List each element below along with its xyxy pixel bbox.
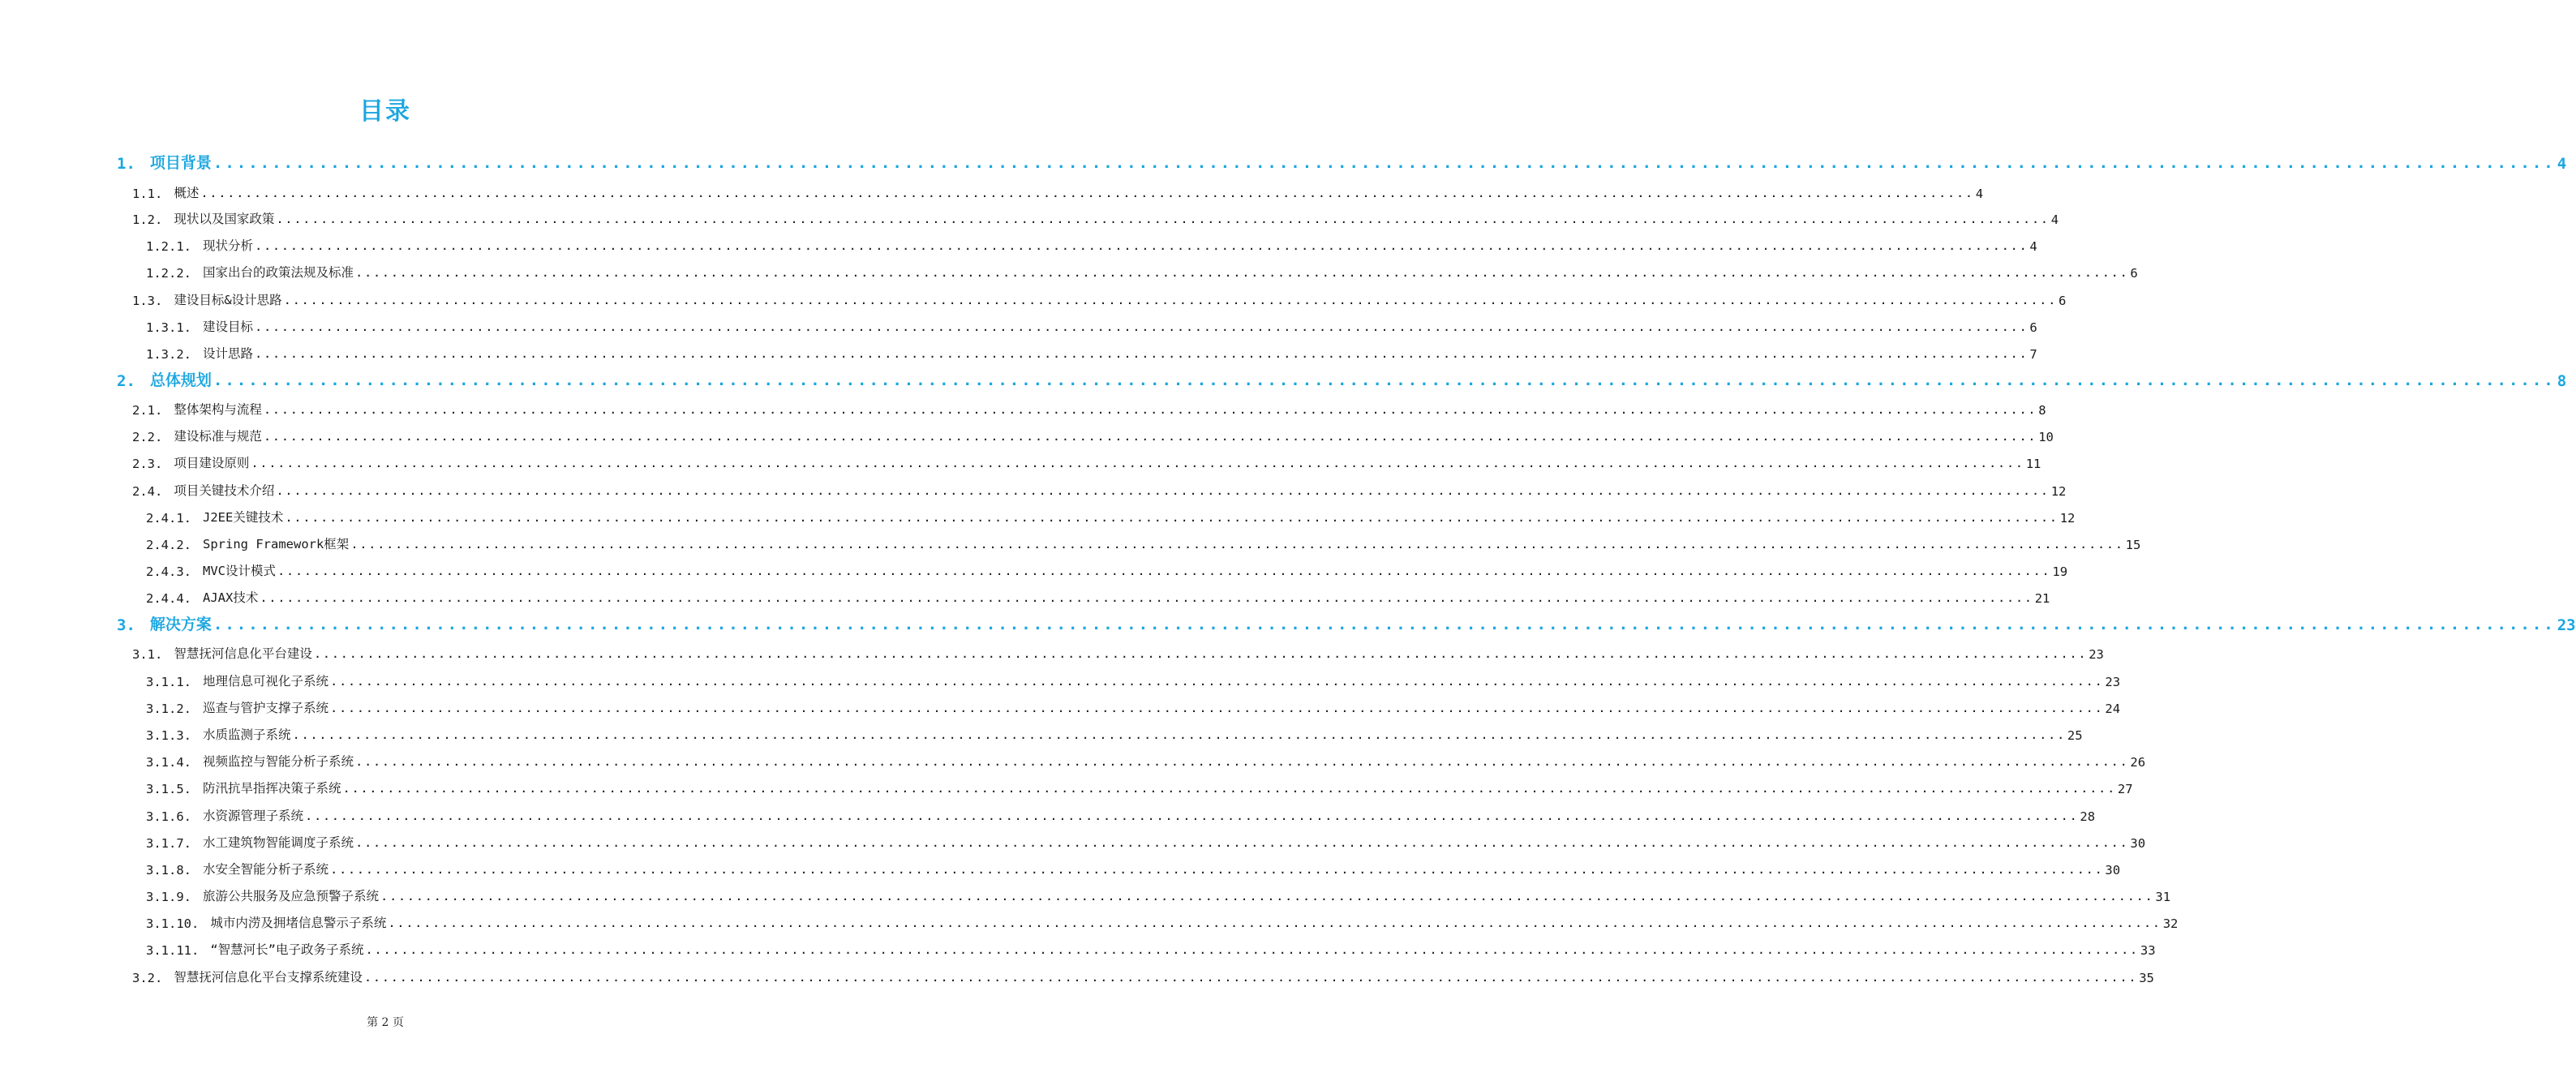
toc-leader-dots: ........................................................................................................................................................................................................	[330, 674, 2104, 689]
toc-entry-page: 30	[2130, 836, 2146, 851]
toc-entry-page: 27	[2117, 782, 2133, 796]
toc-entry-page: 26	[2130, 755, 2146, 770]
toc-entry-number: 1.3.	[132, 294, 163, 308]
toc-entry-page: 4	[2557, 155, 2567, 173]
toc-entry[interactable]	[146, 826, 2146, 851]
toc-entry-title: 智慧抚河信息化平台建设	[174, 646, 312, 661]
toc-entry-number: 3.2.	[132, 971, 163, 985]
toc-leader-dots: ........................................................................................................................................................................................................	[365, 942, 2139, 958]
toc-entry-number: 2.4.3.	[146, 564, 191, 579]
toc-leader-dots: ........................................................................................................................................................................................................	[285, 510, 2059, 526]
toc-entry-title: 巡查与管护支撑子系统	[203, 701, 329, 715]
toc-entry-page: 23	[2105, 675, 2121, 689]
toc-entry-number: 1.1.	[132, 187, 163, 201]
toc-entry[interactable]	[117, 148, 2567, 173]
toc-entry-number: 2.4.4.	[146, 591, 191, 606]
toc-entry-number: 1.2.2.	[146, 266, 191, 281]
toc-entry-title: 建设目标&设计思路	[174, 293, 282, 307]
toc-entry-page: 23	[2089, 647, 2104, 662]
toc-leader-dots: ........................................................................................................................................................................................................	[276, 212, 2050, 227]
toc-entry-number: 3.1.5.	[146, 782, 191, 796]
toc-entry-number: 3.1.	[132, 647, 163, 662]
toc-leader-dots: ........................................................................................................................................................................................................	[263, 429, 2037, 444]
toc-entry[interactable]	[146, 501, 2076, 526]
toc-entry[interactable]	[117, 366, 2567, 390]
toc-entry[interactable]	[132, 961, 2154, 985]
toc-entry-title: 水工建筑物智能调度子系统	[203, 835, 354, 850]
toc-entry[interactable]	[132, 177, 1984, 201]
toc-entry-page: 35	[2139, 971, 2154, 985]
toc-entry-title: 解决方案	[149, 616, 212, 633]
toc-entry-page: 28	[2080, 809, 2096, 824]
toc-entry-number: 3.1.2.	[146, 702, 191, 716]
toc-entry-title: MVC设计模式	[203, 564, 276, 578]
toc-leader-dots: ........................................................................................................................................................................................................	[350, 537, 2124, 552]
toc-entry-page: 25	[2067, 728, 2083, 743]
toc-entry-page: 10	[2038, 430, 2054, 444]
toc-entry-title: 视频监控与智能分析子系统	[203, 754, 354, 769]
toc-leader-dots: ........................................................................................................................................................................................................	[292, 727, 2066, 743]
toc-entry-page: 11	[2025, 457, 2041, 471]
toc-entry-number: 3.1.6.	[146, 809, 191, 824]
toc-entry[interactable]	[132, 474, 2067, 499]
toc-entry[interactable]	[132, 393, 2046, 418]
toc-entry[interactable]	[146, 256, 2138, 281]
toc-entry-number: 1.3.2.	[146, 347, 191, 362]
toc-entry-page: 12	[2059, 511, 2076, 526]
toc-entry-title: AJAX技术	[203, 590, 259, 605]
toc-entry-title: 现状以及国家政策	[174, 212, 275, 226]
toc-leader-dots: ........................................................................................................................................................................................................	[260, 590, 2033, 606]
toc-leader-dots: ........................................................................................................................................................................................................	[330, 862, 2104, 878]
toc-leader-dots: ........................................................................................................................................................................................................	[388, 916, 2162, 931]
toc-leader-dots: ........................................................................................................................................................................................................	[313, 646, 2088, 662]
toc-leader-dots: ........................................................................................................................................................................................................	[355, 265, 2129, 281]
toc-leader-dots: ........................................................................................................................................................................................................	[380, 889, 2154, 904]
toc-leader-dots: ........................................................................................................................................................................................................	[276, 483, 2050, 499]
toc-entry-page: 31	[2155, 890, 2171, 904]
toc-entry[interactable]	[146, 907, 2179, 931]
toc-entry-title: 水资源管理子系统	[203, 809, 304, 823]
toc-entry-title: 概述	[174, 186, 200, 200]
toc-entry-page: 4	[1975, 187, 1984, 201]
toc-leader-dots: ........................................................................................................................................................................................................	[342, 781, 2116, 796]
toc-entry-number: 2.1.	[132, 403, 163, 418]
toc-entry[interactable]	[146, 665, 2121, 689]
toc-entry-title: 城市内涝及拥堵信息警示子系统	[210, 916, 387, 930]
toc-entry-title: 项目关键技术介绍	[174, 483, 275, 498]
toc-entry-number: 3.	[117, 616, 135, 634]
toc-entry-page: 23	[2557, 616, 2576, 634]
toc-entry-page: 6	[2130, 266, 2138, 281]
toc-entry-page: 12	[2050, 484, 2067, 499]
toc-leader-dots: ........................................................................................................................................................................................................	[355, 754, 2129, 770]
toc-entry-title: 总体规划	[149, 371, 212, 389]
toc-entry-number: 3.1.10.	[146, 916, 200, 931]
toc-entry-title: 水安全智能分析子系统	[203, 862, 329, 877]
toc-entry-title: 项目背景	[149, 154, 212, 172]
toc-entry-title: 智慧抚河信息化平台支撑系统建设	[174, 970, 363, 985]
toc-leader-dots: ........................................................................................................................................................................................................	[330, 701, 2104, 716]
toc-leader-dots: ........................................................................................................................................................................................................	[363, 970, 2138, 985]
toc-entry-number: 3.1.8.	[146, 863, 191, 878]
toc-entry[interactable]	[146, 853, 2121, 878]
toc-entry[interactable]	[146, 800, 2096, 824]
toc-entry[interactable]	[146, 581, 2050, 606]
toc-entry-title: 项目建设原则	[174, 456, 250, 470]
toc-entry[interactable]	[146, 719, 2083, 743]
toc-entry[interactable]	[132, 637, 2104, 662]
toc-leader-dots: ........................................................................................................................................................................................................	[213, 371, 2556, 390]
toc-leader-dots: ........................................................................................................................................................................................................	[251, 456, 2024, 471]
toc-entry[interactable]	[146, 880, 2171, 904]
toc-entry-page: 8	[2038, 403, 2046, 418]
toc-entry-title: 现状分析	[203, 238, 254, 253]
toc-entry-number: 2.4.2.	[146, 538, 191, 552]
toc-entry-number: 2.4.1.	[146, 511, 191, 526]
toc-entry[interactable]	[146, 230, 2037, 254]
toc-title: 目录	[359, 97, 411, 126]
toc-entry-number: 3.1.3.	[146, 728, 191, 743]
toc-entry-number: 2.3.	[132, 457, 163, 471]
toc-entry-page: 21	[2034, 591, 2050, 606]
toc-entry-page: 7	[2029, 347, 2037, 362]
toc-entry[interactable]	[146, 337, 2037, 362]
toc-entry-number: 1.2.	[132, 212, 163, 227]
toc-entry-page: 4	[2029, 239, 2037, 254]
toc-entry-number: 2.	[117, 372, 135, 390]
toc-entry-number: 3.1.1.	[146, 675, 191, 689]
toc-entry-page: 6	[2029, 320, 2037, 335]
toc-entry[interactable]	[146, 933, 2156, 958]
toc-entry-title: “智慧河长”电子政务子系统	[210, 942, 364, 957]
toc-leader-dots: ........................................................................................................................................................................................................	[200, 186, 1974, 201]
toc-leader-dots: ........................................................................................................................................................................................................	[277, 564, 2051, 579]
toc-leader-dots: ........................................................................................................................................................................................................	[283, 293, 2058, 308]
toc-entry-page: 8	[2557, 372, 2567, 390]
toc-leader-dots: ........................................................................................................................................................................................................	[213, 616, 2556, 634]
toc-entry-title: 水质监测子系统	[203, 727, 291, 742]
toc-entry-page: 4	[2050, 212, 2059, 227]
toc-entry-page: 33	[2140, 943, 2156, 958]
toc-entry-title: Spring Framework框架	[203, 537, 350, 551]
toc-entry-title: 国家出台的政策法规及标准	[203, 265, 354, 280]
toc-leader-dots: ........................................................................................................................................................................................................	[255, 238, 2029, 254]
toc-entry-page: 6	[2059, 294, 2067, 308]
toc-entry-title: 整体架构与流程	[174, 402, 262, 417]
toc-entry-number: 3.1.11.	[146, 943, 200, 958]
toc-entry-number: 1.2.1.	[146, 239, 191, 254]
toc-entry-page: 15	[2125, 538, 2141, 552]
toc-entry[interactable]	[146, 311, 2037, 335]
toc-entry-page: 24	[2105, 702, 2121, 716]
toc-leader-dots: ........................................................................................................................................................................................................	[263, 402, 2037, 418]
toc-entry-title: 建设目标	[203, 320, 254, 334]
toc-entry-title: 防汛抗旱指挥决策子系统	[203, 781, 341, 796]
toc-leader-dots: ........................................................................................................................................................................................................	[355, 835, 2129, 851]
toc-entry-page: 19	[2052, 564, 2068, 579]
toc-leader-dots: ........................................................................................................................................................................................................	[255, 346, 2029, 362]
toc-entry[interactable]	[132, 203, 2059, 227]
toc-entry[interactable]	[146, 528, 2141, 552]
toc-leader-dots: ........................................................................................................................................................................................................	[213, 154, 2556, 173]
toc-entry-title: 地理信息可视化子系统	[203, 674, 329, 689]
toc-entry[interactable]	[117, 610, 2576, 634]
toc-entry[interactable]	[146, 772, 2133, 796]
toc-entry-number: 3.1.9.	[146, 890, 191, 904]
toc-entry-title: J2EE关键技术	[203, 510, 284, 525]
toc-entry-title: 设计思路	[203, 346, 254, 361]
page-number: 第 2 页	[367, 1016, 404, 1029]
toc-entry-title: 旅游公共服务及应急预警子系统	[203, 889, 380, 903]
toc-leader-dots: ........................................................................................................................................................................................................	[305, 809, 2079, 824]
toc-entry-title: 建设标准与规范	[174, 429, 262, 444]
toc-entry-page: 32	[2162, 916, 2179, 931]
toc-entry-number: 1.3.1.	[146, 320, 191, 335]
toc-entry[interactable]	[146, 745, 2146, 770]
toc-entry-number: 1.	[117, 155, 135, 173]
toc-entry[interactable]	[132, 447, 2041, 471]
toc-entry[interactable]	[132, 284, 2067, 308]
toc-entry[interactable]	[146, 692, 2121, 716]
toc-entry-number: 3.1.7.	[146, 836, 191, 851]
toc-entry-page: 30	[2105, 863, 2121, 878]
toc-entry[interactable]	[132, 420, 2054, 444]
toc-entry-number: 2.4.	[132, 484, 163, 499]
toc-leader-dots: ........................................................................................................................................................................................................	[255, 320, 2029, 335]
toc-entry[interactable]	[146, 555, 2068, 579]
toc-entry-number: 2.2.	[132, 430, 163, 444]
toc-entry-number: 3.1.4.	[146, 755, 191, 770]
